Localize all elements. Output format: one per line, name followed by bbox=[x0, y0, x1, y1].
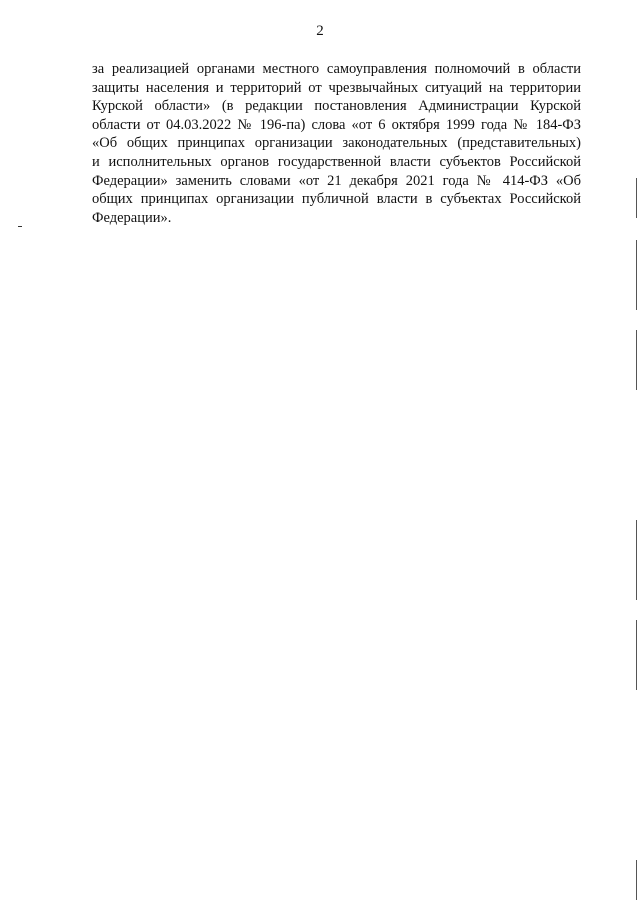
text-line: общих принципах организации публичной власти в субъектах Российской bbox=[92, 191, 581, 208]
text-line: Федерации» заменить словами «от 21 декабря 2021 года № 414-ФЗ «Об bbox=[92, 172, 581, 189]
text-line: Курской области» (в редакции постановления Администрации Курской bbox=[92, 98, 581, 115]
text-line: «Об общих принципах организации законодательных (представительных) bbox=[92, 135, 581, 152]
scan-artifact bbox=[18, 226, 22, 227]
scan-artifact bbox=[636, 860, 637, 900]
text-line: и исполнительных органов государственной власти субъектов Российской bbox=[92, 153, 581, 170]
body-paragraph bbox=[92, 60, 581, 227]
scan-artifact bbox=[636, 178, 637, 218]
text-line: Федерации». bbox=[92, 209, 172, 226]
text-line: области от 04.03.2022 № 196-па) слова «от 6 октября 1999 года № 184-ФЗ bbox=[92, 116, 581, 133]
scan-artifact bbox=[636, 240, 637, 310]
scan-artifact bbox=[636, 520, 637, 600]
scan-artifact bbox=[636, 330, 637, 390]
scan-artifact bbox=[636, 620, 637, 690]
page-number: 2 bbox=[316, 23, 324, 39]
text-line: за реализацией органами местного самоуправления полномочий в области bbox=[92, 61, 581, 77]
text-line: защиты населения и территорий от чрезвычайных ситуаций на территории bbox=[92, 79, 581, 96]
